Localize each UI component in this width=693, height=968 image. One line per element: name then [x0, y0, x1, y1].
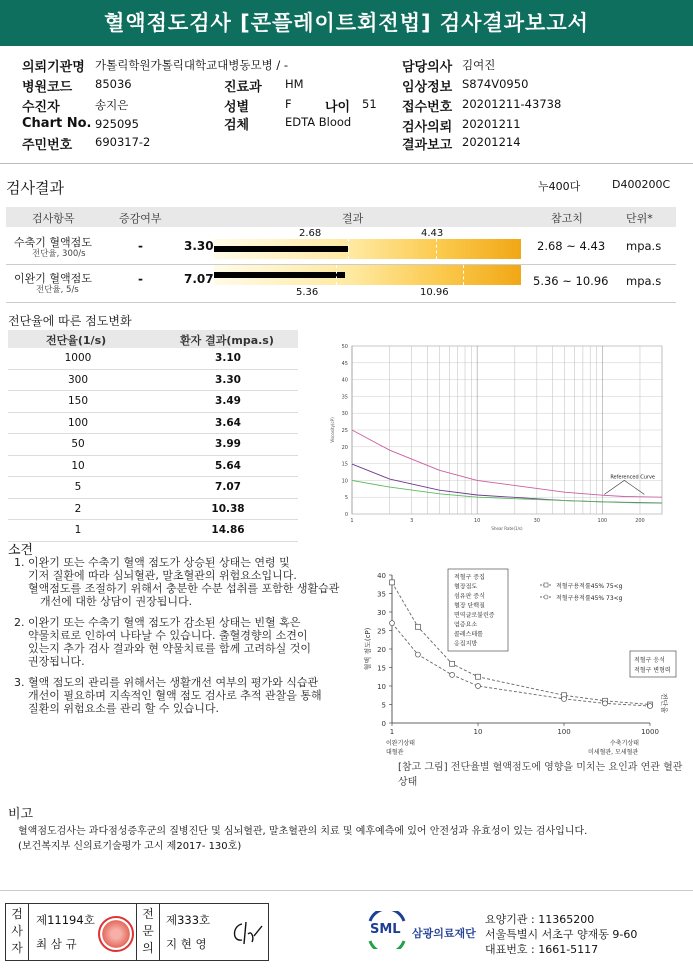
rrn-label: 주민번호 — [22, 138, 73, 153]
opinion-line: 기저 질환에 따라 심뇌혈관, 말초혈관의 위험요소입니다. — [28, 569, 297, 582]
chart-label: Chart No. — [22, 116, 92, 131]
shear-row — [8, 499, 298, 521]
shear-value: 10.38 — [211, 502, 245, 515]
y-tick-label: 15 — [341, 461, 348, 468]
factor-label: 콜레스테롤 — [454, 631, 483, 638]
divider — [0, 890, 693, 891]
opinion-num: 3. — [14, 676, 25, 689]
y-tick-label: 45 — [341, 360, 348, 367]
y-tick-label: 20 — [377, 646, 386, 654]
annotation-label: Referenced Curve — [610, 474, 656, 481]
x-tick-label: 200 — [635, 518, 645, 524]
clinical-label: 임상정보 — [402, 80, 453, 95]
opinion-line: 약물치료로 인하여 나타날 수 있습니다. 출혈경향의 소견이 — [28, 629, 308, 642]
specialist-name: 지 현 영 — [166, 937, 207, 951]
data-point — [648, 703, 653, 708]
y-tick-label: 0 — [344, 512, 348, 518]
row-change: - — [138, 272, 143, 286]
col-rate: 전단율(1/s) — [46, 334, 107, 347]
x-tick-label: 1 — [389, 728, 395, 736]
opinion-title: 소견 — [8, 543, 34, 558]
factor-label: 염증요소 — [454, 621, 478, 629]
report-date: 20201214 — [462, 135, 521, 149]
y-tick-label: 5 — [381, 701, 386, 710]
x-tick-label: 100 — [597, 518, 608, 524]
y-tick-label: 25 — [341, 428, 348, 434]
opinion-line: 개선에 대한 상담이 권장됩니다. — [40, 595, 193, 608]
opinion-line: 이완기 또는 수축기 혈액 점도가 감소된 상태는 빈혈 혹은 — [28, 616, 301, 629]
shear-rate: 5 — [74, 481, 82, 493]
opinion-item — [14, 616, 359, 668]
requesting-org-label: 의뢰기관명 — [22, 60, 85, 75]
y-tick-label: 20 — [341, 444, 348, 451]
rbc-label: 적혈구 변형력 — [634, 667, 671, 674]
series-line-1 — [392, 623, 650, 706]
shear-value: 3.64 — [215, 416, 241, 429]
signature-box — [5, 903, 269, 961]
shear-row — [8, 477, 298, 499]
row-change: - — [138, 239, 143, 253]
x-axis-label: Shear Rate(1/s) — [491, 526, 523, 531]
factor-label: 면역글로불린증 — [454, 612, 495, 619]
examiner-label-text: 검사자 — [11, 907, 23, 955]
opinion-line: 이완기 또는 수축기 혈액 점도가 상승된 상태는 연령 및 — [28, 556, 290, 569]
specialist-label — [136, 904, 160, 960]
shear-table-header — [8, 330, 298, 348]
results-title: 검사결과 — [6, 179, 64, 197]
state-left-sub: 대혈관 — [386, 749, 404, 756]
req-date: 20201211 — [462, 117, 521, 131]
row-sub: 전단율, 5/s — [36, 285, 79, 295]
y-tick-label: 30 — [341, 411, 348, 418]
y-tick-label: 25 — [377, 627, 386, 636]
state-left: 이완기상태 — [386, 740, 415, 747]
y-tick-label: 0 — [381, 720, 386, 728]
x-tick-label: 3 — [410, 518, 414, 524]
opinion-line: 권장됩니다. — [28, 655, 85, 668]
remarks-title: 비고 — [8, 807, 34, 822]
remarks-line2: (보건복지부 신의료기술평가 고시 제2017- 130호) — [18, 841, 242, 852]
requesting-org: 가톨릭학원가톨릭대학교대병동모병 / - — [95, 58, 289, 72]
y-tick-label: 40 — [377, 572, 386, 580]
opinion-line: 질환의 위험요소를 관리 할 수 있습니다. — [28, 702, 219, 715]
state-right-sub: 미세혈관, 모세혈관 — [588, 749, 639, 756]
row-value: 3.30 — [184, 239, 214, 253]
reference-caption: [참고 그림] 전단율별 혈액점도에 영향을 미치는 요인과 연관 혈관 상태 — [398, 762, 683, 788]
row-ref: 5.36 ~ 10.96 — [533, 274, 609, 288]
shear-row — [8, 348, 298, 370]
data-point — [390, 580, 395, 585]
shear-rate: 1 — [74, 524, 82, 536]
legend-label-1: 적혈구용적률45% 75<g — [556, 583, 623, 590]
specialist-label-text: 전문의 — [142, 907, 154, 955]
row-name: 수축기 혈액점도 — [14, 236, 92, 249]
x-tick-label: 10 — [473, 518, 481, 524]
age: 51 — [362, 97, 377, 111]
y-tick-label: 40 — [341, 377, 348, 384]
sex-label: 성별 — [224, 100, 250, 115]
results-table-header — [6, 207, 676, 227]
shear-rate: 10 — [71, 459, 85, 472]
data-point — [476, 674, 481, 679]
examiner-no: 제11194호 — [36, 913, 95, 927]
chart-no: 925095 — [95, 117, 139, 131]
opinion-line: 혈액 점도의 관리를 위해서는 생활개선 여부의 평가와 식습관 — [28, 676, 319, 689]
opinion-body — [14, 556, 359, 723]
legend-marker — [544, 595, 548, 599]
shear-row — [8, 434, 298, 456]
shear-value: 3.10 — [215, 352, 241, 364]
specimen: EDTA Blood — [285, 115, 352, 129]
data-point — [562, 696, 567, 701]
y-axis-label: 혈액 점도(cP) — [364, 627, 372, 671]
col-ref: 참고치 — [551, 212, 583, 225]
row-high: 10.96 — [420, 287, 449, 298]
x-tick-label: 100 — [557, 728, 571, 736]
factor-label: 적혈구 증집 — [454, 574, 485, 581]
remarks-line1: 혈액점도검사는 과다점성증후군의 질병진단 및 심뇌혈관, 말초혈관의 치료 및 예후예측에 있어 안전성과 유효성이 있는 검사입니다. — [18, 826, 588, 837]
dept: HM — [285, 77, 304, 91]
x-tick-label: 1000 — [641, 728, 659, 736]
factor-label: 응집지방 — [454, 640, 478, 648]
data-point — [415, 652, 420, 657]
opinion-line: 개선이 필요하며 지속적인 혈액 점도 검사로 추적 관찰을 통해 — [28, 689, 322, 702]
shear-title: 전단율에 따른 점도변화 — [8, 314, 132, 328]
shear-rate: 300 — [67, 373, 89, 386]
shear-row — [8, 520, 298, 542]
shear-rate: 1000 — [64, 352, 92, 364]
shear-value: 3.30 — [215, 373, 241, 386]
shear-rate: 100 — [67, 416, 89, 429]
range-bar-diastolic — [214, 265, 521, 285]
col-item: 검사항목 — [32, 212, 75, 225]
row-unit: mpa.s — [626, 239, 662, 253]
hospital-code-label: 병원코드 — [22, 80, 73, 95]
value-bar — [214, 246, 348, 252]
row-value: 7.07 — [184, 272, 214, 286]
range-bar-systolic — [214, 239, 521, 259]
examiner-label — [6, 904, 29, 960]
data-point — [476, 684, 481, 689]
high-marker — [436, 239, 437, 259]
x-tick-label: 1 — [350, 518, 354, 524]
doctor-label: 담당의사 — [402, 60, 453, 75]
rbc-label: 적혈구 응석 — [634, 657, 665, 664]
high-marker — [463, 265, 464, 285]
shear-value: 5.64 — [215, 459, 241, 472]
opinion-item — [14, 556, 359, 608]
result-code2: D400200C — [612, 178, 671, 191]
report-date-label: 결과보고 — [402, 138, 453, 153]
opinion-num: 2. — [14, 616, 25, 629]
shear-value: 7.07 — [215, 481, 241, 493]
shear-rate: 2 — [74, 502, 82, 515]
shear-row — [8, 413, 298, 435]
patient-name: 송지은 — [95, 98, 129, 112]
row-low: 2.68 — [299, 228, 322, 239]
brand-sub: 삼광의료재단 — [412, 927, 476, 940]
col-result: 결과 — [342, 212, 364, 225]
opinion-line: 혈액점도를 조절하기 위해서 충분한 수분 섭취를 포함한 생활습관 — [28, 582, 340, 595]
y-tick-label: 35 — [377, 590, 386, 599]
low-marker — [336, 265, 337, 285]
data-point — [415, 624, 420, 629]
shear-value: 3.49 — [215, 395, 241, 407]
y-tick-label: 5 — [344, 495, 348, 502]
col-change: 증감여부 — [119, 212, 162, 225]
y-axis-label: Viscosity(cP) — [330, 417, 335, 443]
viscosity-chart — [326, 340, 666, 532]
x-tick-label: 30 — [533, 518, 541, 524]
receipt-label: 접수번호 — [402, 100, 453, 115]
patient-info — [0, 50, 693, 155]
examiner-name: 최 삼 규 — [36, 937, 77, 951]
receipt: 20201211-43738 — [462, 97, 562, 111]
age-label: 나이 — [325, 100, 351, 115]
y-tick-label: 10 — [377, 683, 386, 691]
opinion-line: 있는지 추가 검사 결과와 현 약물치료를 함께 고려하실 것이 — [28, 642, 311, 655]
result-row-diastolic — [6, 265, 676, 301]
y-tick-label: 35 — [341, 394, 348, 401]
row-divider — [6, 302, 676, 303]
seal-icon — [98, 916, 134, 952]
specimen-label: 검체 — [224, 118, 250, 133]
value-bar — [214, 272, 345, 278]
data-point — [450, 661, 455, 666]
col-unit: 단위* — [626, 212, 653, 225]
rrn: 690317-2 — [95, 135, 151, 149]
y-tick-label: 30 — [377, 609, 386, 617]
shear-row — [8, 391, 298, 413]
x-tick-label: 10 — [473, 728, 483, 736]
org-phone: 대표번호 : 1661-5117 — [485, 943, 599, 956]
y-tick-label: 10 — [341, 478, 348, 485]
col-patient: 환자 결과(mpa.s) — [180, 334, 274, 347]
org-address: 서울특별시 서초구 양재동 9-60 — [485, 928, 638, 941]
patient-label: 수진자 — [22, 100, 60, 115]
shear-rate: 50 — [71, 438, 85, 450]
row-unit: mpa.s — [626, 274, 662, 288]
shear-rate: 150 — [67, 395, 89, 407]
factor-label: 섬유판 증식 — [454, 593, 485, 600]
row-low: 5.36 — [296, 287, 319, 298]
factor-label: 혈장 단백질 — [454, 602, 485, 610]
data-point — [390, 621, 395, 626]
hospital-code: 85036 — [95, 77, 132, 91]
divider — [0, 163, 693, 164]
dept-label: 진료과 — [224, 80, 262, 95]
legend-marker — [544, 583, 548, 587]
result-row-systolic — [6, 228, 676, 262]
y-tick-label: 15 — [377, 664, 386, 673]
factor-box — [448, 569, 508, 651]
legend-label-2: 적혈구용적률45% 73<g — [556, 595, 623, 602]
factor-label: 혈장점도 — [454, 583, 478, 591]
x-axis-label: 전단율 — [660, 692, 668, 714]
row-ref: 2.68 ~ 4.43 — [537, 239, 606, 253]
brand-name: SML — [370, 922, 401, 937]
data-point — [603, 701, 608, 706]
req-date-label: 검사의뢰 — [402, 120, 453, 135]
shear-value: 3.99 — [215, 438, 241, 450]
opinion-num: 1. — [14, 556, 25, 569]
row-high: 4.43 — [421, 228, 444, 239]
result-code1: 누400다 — [538, 180, 581, 193]
low-marker — [348, 239, 349, 259]
shear-table-body — [8, 348, 298, 542]
row-name: 이완기 혈액점도 — [14, 272, 92, 285]
data-point — [450, 672, 455, 677]
specialist-no: 제333호 — [166, 913, 211, 927]
signature-icon — [228, 918, 264, 948]
doctor: 김여진 — [462, 58, 496, 72]
org-no: 요양기관 : 11365200 — [485, 913, 595, 926]
row-sub: 전단율, 300/s — [32, 249, 86, 259]
report-title: 혈액점도검사 [콘플레이트회전법] 검사결과보고서 — [0, 0, 693, 46]
state-right: 수축기상태 — [610, 740, 639, 747]
sex: F — [285, 97, 292, 111]
y-tick-label: 50 — [341, 344, 348, 350]
opinion-item — [14, 676, 359, 715]
reference-chart — [360, 565, 680, 765]
shear-row — [8, 456, 298, 478]
clinical: S874V0950 — [462, 77, 529, 91]
shear-row — [8, 370, 298, 392]
shear-value: 14.86 — [211, 524, 245, 536]
